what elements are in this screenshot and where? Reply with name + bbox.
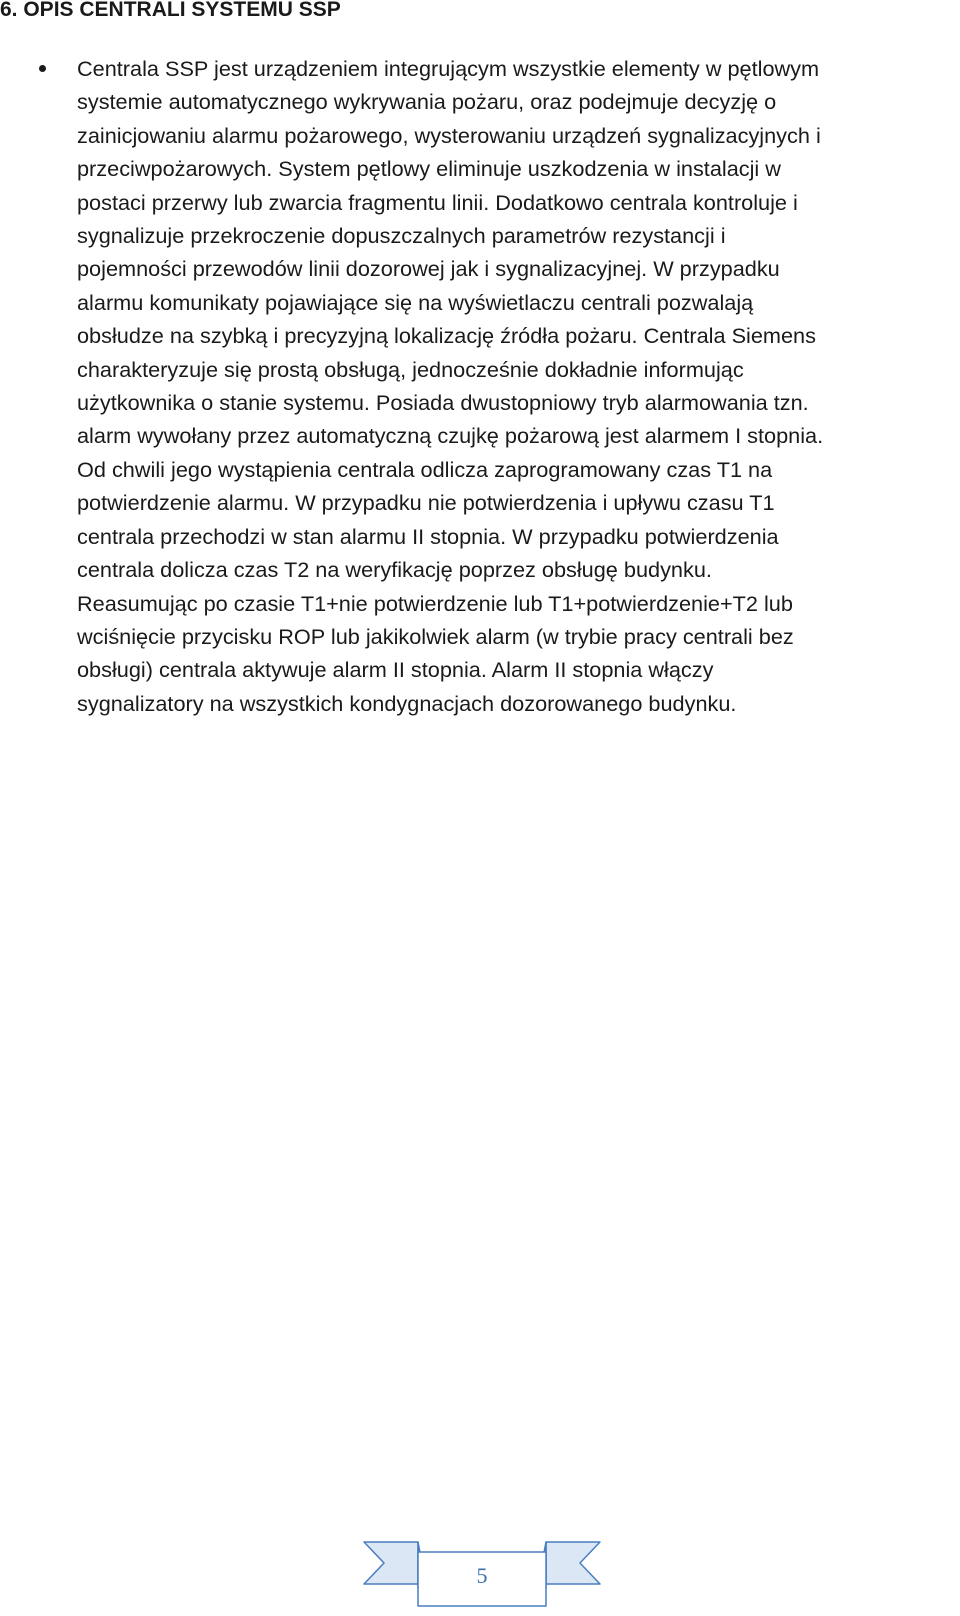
paragraph-line: Centrala SSP jest urządzeniem integrującym wszystkie elementy w pętlowym (77, 56, 820, 81)
body-paragraph (0, 52, 960, 720)
paragraph-line: wciśnięcie przycisku ROP lub jakikolwiek alarm (w trybie pracy centrali bez (77, 623, 794, 649)
paragraph-line: alarm wywołany przez automatyczną czujkę pożarową jest alarmem I stopnia. (77, 423, 824, 449)
bullet-list (0, 52, 960, 720)
paragraph-line: zainicjowaniu alarmu pożarowego, wysterowaniu urządzeń sygnalizacyjnych i (77, 122, 821, 148)
page-number-ribbon (362, 1540, 602, 1608)
section-heading: 6. OPIS CENTRALI SYSTEMU SSP (0, 0, 341, 21)
paragraph-line: potwierdzenie alarmu. W przypadku nie potwierdzenia i upływu czasu T1 (77, 490, 775, 516)
paragraph-line: charakteryzuje się prostą obsługą, jednocześnie dokładnie informując (77, 356, 744, 382)
paragraph-line: Reasumując po czasie T1+nie potwierdzenie lub T1+potwierdzenie+T2 lub (77, 590, 793, 616)
paragraph-line: centrala przechodzi w stan alarmu II stopnia. W przypadku potwierdzenia (77, 523, 779, 549)
paragraph-line: obsłudze na szybką i precyzyjną lokalizację źródła pożaru. Centrala Siemens (77, 323, 816, 349)
paragraph-line: Od chwili jego wystąpienia centrala odlicza zaprogramowany czas T1 na (77, 456, 773, 482)
page-number: 5 (476, 1563, 488, 1588)
paragraph-line: obsługi) centrala aktywuje alarm II stopnia. Alarm II stopnia włączy (77, 657, 714, 683)
paragraph-line: pojemności przewodów linii dozorowej jak i sygnalizacyjnej. W przypadku (77, 256, 780, 282)
paragraph-line: alarmu komunikaty pojawiające się na wyświetlaczu centrali pozwalają (77, 289, 754, 315)
list-item (0, 52, 960, 720)
paragraph-line: systemie automatycznego wykrywania pożaru, oraz podejmuje decyzję o (77, 89, 777, 115)
paragraph-line: centrala dolicza czas T2 na weryfikację poprzez obsługę budynku. (77, 557, 712, 583)
paragraph-line: postaci przerwy lub zwarcia fragmentu linii. Dodatkowo centrala kontroluje i (77, 189, 798, 215)
paragraph-line: przeciwpożarowych. System pętlowy eliminuje uszkodzenia w instalacji w (77, 156, 781, 182)
paragraph-line: sygnalizuje przekroczenie dopuszczalnych parametrów rezystancji i (77, 223, 726, 249)
paragraph-line: sygnalizatory na wszystkich kondygnacjach dozorowanego budynku. (77, 690, 737, 716)
bullet-icon (39, 65, 46, 72)
paragraph-line: użytkownika o stanie systemu. Posiada dwustopniowy tryb alarmowania tzn. (77, 390, 809, 416)
